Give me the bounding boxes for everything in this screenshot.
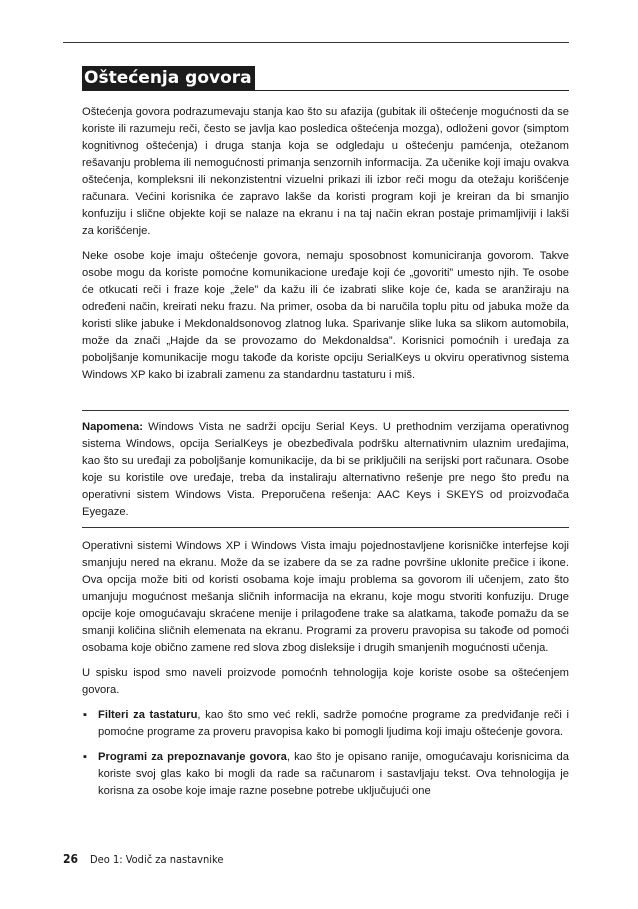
bullet-icon: ▪: [83, 709, 87, 721]
paragraph-3: Operativni sistemi Windows XP i Windows Vista imaju pojednostavljene korisničke interfejse koji smanjuju nered na ekranu. Može da se izabere da se za radne površine uklonite prečice i ikone. Ova opcija može biti od koristi osobama koje imaju problema sa govorom ili učenjem, zato što umanjuju mogućnost mešanja sličnih informacija na ekranu, koje mogu stvoriti konfuziju. Druge opcije koje omogućavaju skraćene menije i prilagođene trake sa alatkama, takođe pomažu da se smanji količina sličnih elemenata na ekranu. Programi za proveru pravopisa su takođe od pomoći osobama koje obično zamene red slova zbog disleksije i drugih smanjenih mogućnosti učenja.: [82, 540, 569, 654]
bullet-text: , kao što smo već rekli, sadrže pomoćne programe za predviđanje reči i pomoćne programe za proveru pravopisa kako bi pomogli ljudima koji imaju oštećenje govora.: [98, 709, 569, 738]
paragraph-1: Oštećenja govora podrazumevaju stanja kao što su afazija (gubitak ili oštećenje mogućnosti da se koriste ili razumeju reči, često se javlja kao posledica oštećenja mozga), odloženi govor (simptom kognitivnog oštećenja) i druga stanja koja se odgledaju u oštećenju pamćenja, otežanom rešavanju problema ili nemogućnosti primanja senzornih informacija. Za učenike koji imaju ovakva oštećenja, kompleksni ili nekonzistentni vizuelni prikazi ili izbor reči mogu da otežaju korišćenje računara. Većini korisnika će zapravo lakše da koristi program koji je kreiran da bi smanjio konfuziju i slične objekte koji se nalaze na ekranu i na taj način ekran postaje primamljiviji i lakši za korišćenje.: [82, 106, 569, 237]
page-number: 26: [63, 852, 79, 866]
note-box: [82, 410, 569, 528]
section-heading: Oštećenja govora: [82, 66, 255, 90]
note-label: Napomena:: [82, 421, 143, 433]
footer-section-title: Deo 1: Vodič za nastavnike: [90, 853, 224, 866]
note-paragraph: [82, 419, 569, 521]
body-content: [82, 104, 569, 808]
bullet-list: [82, 707, 569, 800]
bullet-icon: ▪: [83, 751, 87, 763]
bullet-term: Filteri za tastaturu: [98, 709, 198, 721]
paragraph-4: U spisku ispod smo naveli proizvode pomoćnh tehnologija koje koriste osobe sa oštećenjem govora.: [82, 667, 569, 696]
paragraph-2: Neke osobe koje imaju oštećenje govora, nemaju sposobnost komuniciranja govorom. Takve osobe mogu da koriste pomoćne komunikacione uređaje koji će „govoriti” umesto njih. Te osobe će otkucati reči i fraze koje „žele” da kažu ili će izabrati slike koje će, kada se aranžiraju na određeni način, kreirati neku frazu. Na primer, osoba da bi naručila toplu pitu od jabuka može da koristi slike jabuke i Mekdonaldsonovog zlatnog luka. Sparivanje slike luka sa slikom automobila, može da znači „Hajde da se provozamo do Mekdonaldsa”. Korisnici pomoćnih i uređaja za poboljšanje komunikacije mogu takođe da koriste opciju SerialKeys u okviru operativnog sistema Windows XP kako bi izabrali zamenu za standardnu tastaturu i miš.: [82, 250, 569, 381]
list-item: [82, 707, 569, 741]
page-footer: [63, 851, 223, 868]
bullet-term: Programi za prepoznavanje govora: [98, 751, 287, 763]
top-rule: [63, 42, 569, 43]
section-heading-bar: [82, 66, 569, 91]
bullet-text: , kao što je opisano ranije, omogućavaju korisnicima da koriste svoj glas kako bi mogli da rade sa računarom i sastavljaju tekst. Ova tehnologija je korisna za osobe koje imaje razne posebne potrebe uključujući one: [98, 751, 569, 797]
list-item: [82, 749, 569, 800]
note-text: Windows Vista ne sadrži opciju Serial Keys. U prethodnim verzijama operativnog sistema Windows, opcija SerialKeys je obezbeđivala podršku alternativnim ulaznim uređajima, kao što su uređaji za poboljšanje komunikacije, da bi se priključili na serijski port računara. Osobe koje su koristile ove uređaje, treba da instaliraju alternativno rešenje pre nego što pređu na operativni sistem Windows Vista. Preporučena rešenja: AAC Keys i SKEYS od proizvođača Eyegaze.: [82, 421, 569, 518]
